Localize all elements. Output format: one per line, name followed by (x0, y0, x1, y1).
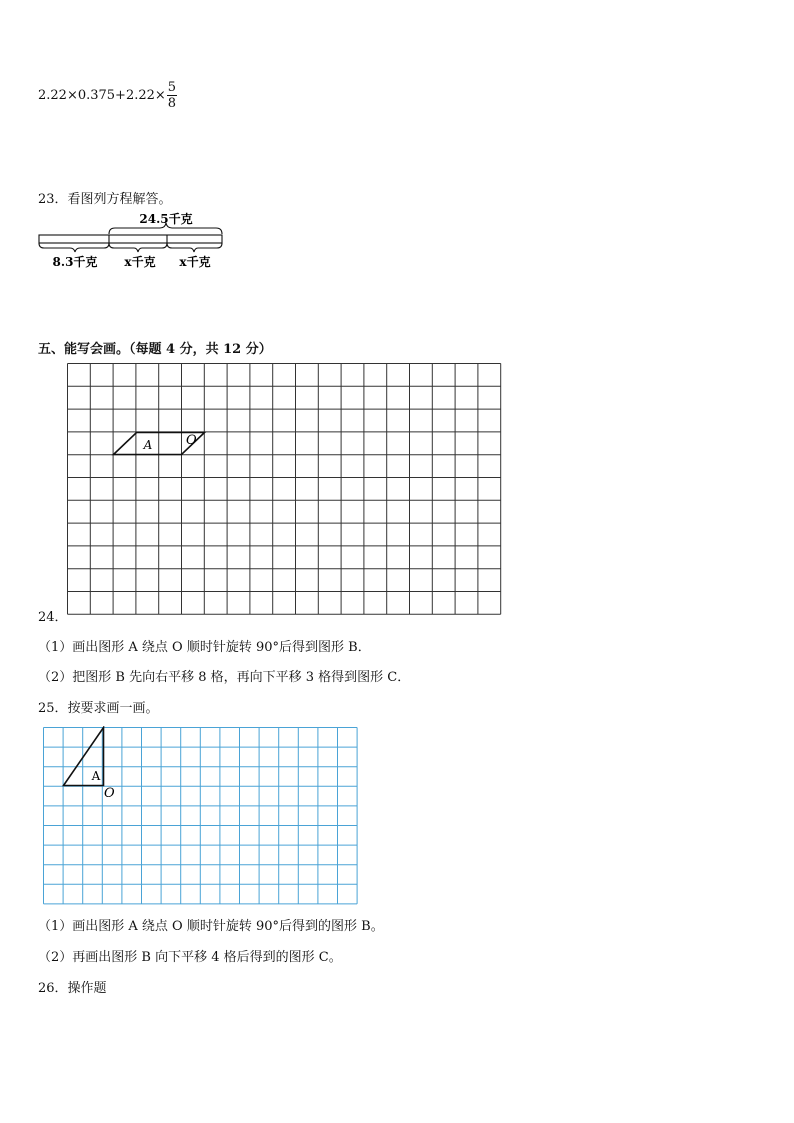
q25-shape-label: A (91, 769, 101, 783)
bar (39, 235, 222, 243)
fraction-numerator: 5 (167, 80, 177, 95)
q24-grid (66, 362, 506, 622)
total-label: 24.5千克 (139, 212, 193, 226)
q24-instruction-2: （2）把图形 B 先向右平移 8 格，再向下平移 3 格得到图形 C． (38, 670, 411, 685)
seg2-label: x千克 (124, 255, 156, 269)
q24-grid-lines (68, 364, 501, 615)
q24-point-label: O (186, 433, 197, 448)
q25-grid-lines (44, 728, 358, 904)
seg1-label: 8.3千克 (52, 255, 98, 269)
q23-title: 23．看图列方程解答。 (38, 192, 172, 207)
q24-number: 24． (38, 610, 68, 625)
q25-instruction-1: （1）画出图形 A 绕点 O 顺时针旋转 90°后得到的图形 B。 (38, 919, 384, 934)
q26-title: 26．操作题 (38, 981, 107, 996)
seg3-label: x千克 (179, 255, 211, 269)
q25-instruction-2: （2）再画出图形 B 向下平移 4 格后得到的图形 C。 (38, 950, 342, 965)
bottom-brace-3 (167, 243, 222, 252)
q23-bar-diagram (30, 212, 240, 272)
q25-point-label: O (104, 786, 115, 801)
q24-shape-label: A (143, 438, 153, 452)
bottom-brace-2 (109, 243, 167, 252)
q25-title: 25．按要求画一画。 (38, 701, 159, 716)
fraction-denominator: 8 (167, 96, 177, 111)
q25-grid (42, 726, 362, 906)
expression (38, 80, 177, 111)
fraction (167, 80, 177, 111)
expression-text: 2.22×0.375+2.22× (38, 88, 166, 103)
section5-heading: 五、能写会画。（每题 4 分，共 12 分） (38, 342, 272, 357)
q24-instruction-1: （1）画出图形 A 绕点 O 顺时针旋转 90°后得到图形 B． (38, 640, 371, 655)
bottom-brace-1 (39, 243, 109, 252)
